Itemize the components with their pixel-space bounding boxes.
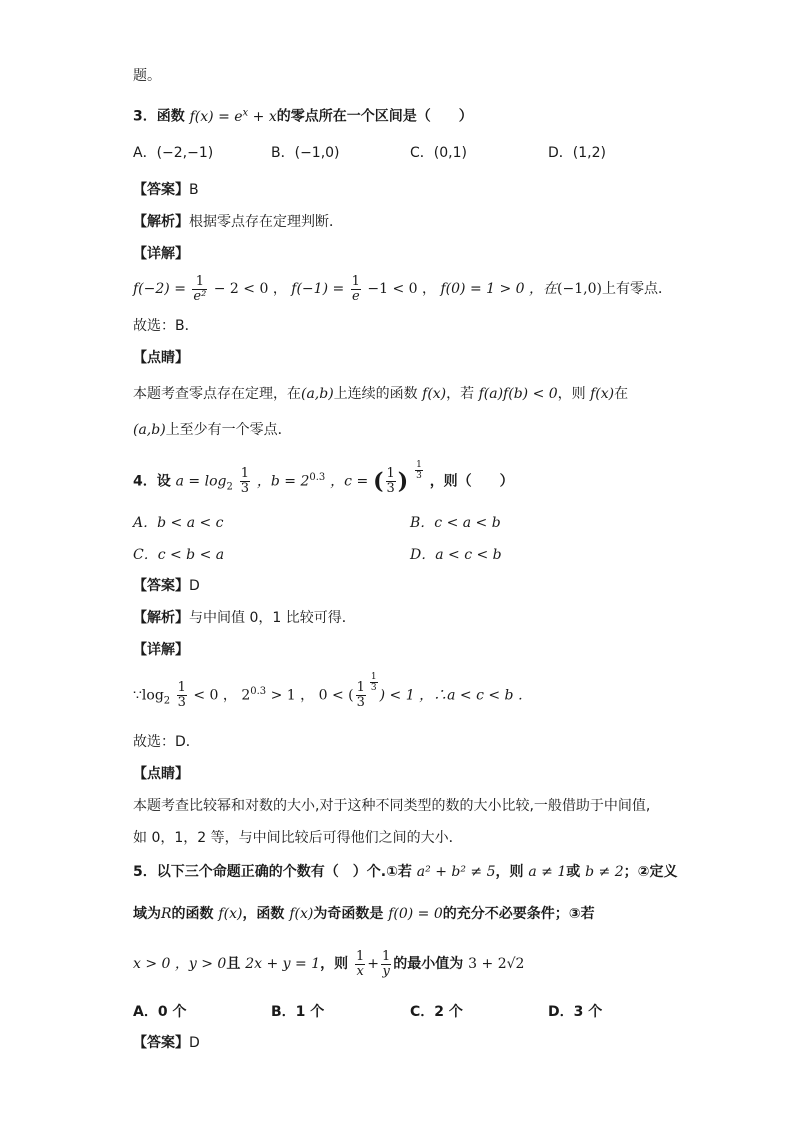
detail-label: 【详解】 bbox=[133, 642, 189, 658]
comment-line-1: 本题考查零点存在定理，在(a,b)上连续的函数 f(x)，若 f(a)f(b) < 0，则 f(x)在 bbox=[133, 386, 629, 402]
question-5-stem-line-1: 5．以下三个命题正确的个数有（ ）个.①若 a² + b² ≠ 5，则 a ≠ 1或 b ≠ 2；②定义 bbox=[133, 864, 678, 880]
comment-label: 【点睛】 bbox=[133, 350, 189, 366]
option-a: A．(−2,−1) bbox=[133, 145, 214, 161]
fraction: $\frac{1}{y}$ bbox=[382, 948, 391, 979]
option-c: C．c < b < a bbox=[133, 547, 225, 563]
comment-line-1: 本题考查比较幂和对数的大小,对于这种不同类型的数的大小比较,一般借助于中间值, bbox=[133, 798, 651, 814]
answer-value: D bbox=[189, 1035, 200, 1051]
analysis-label: 【解析】 bbox=[133, 214, 189, 230]
exponent-fraction: $\frac{1}{3}$ bbox=[370, 672, 377, 693]
detail-label: 【详解】 bbox=[133, 246, 189, 262]
option-a: A．0 个 bbox=[133, 1004, 187, 1020]
comment-label: 【点睛】 bbox=[133, 766, 189, 782]
question-5-stem-line-3: x > 0 ，y > 0且 2x + y = 1，则 $\frac{1}{x}$ + $\frac{1}{y}$ 的最小值为 3 + 2√2 bbox=[133, 948, 525, 979]
question-number: 4． bbox=[133, 473, 157, 490]
answer-line bbox=[133, 576, 200, 596]
answer-label: 【答案】 bbox=[133, 1035, 189, 1051]
question-number: 5． bbox=[133, 864, 157, 880]
fraction: $\frac{1}{\text{e²}}$ bbox=[193, 273, 207, 304]
analysis-line: 【解析】与中间值 0，1 比较可得． bbox=[133, 610, 356, 626]
fraction: $\frac{1}{3}$ bbox=[240, 466, 250, 497]
answer-label: 【答案】 bbox=[133, 578, 189, 594]
answer-line bbox=[133, 180, 199, 200]
question-number: 3． bbox=[133, 108, 157, 125]
analysis-line: 【解析】根据零点存在定理判断． bbox=[133, 214, 343, 230]
choose-line: 故选：B． bbox=[133, 318, 199, 334]
answer-value: D bbox=[189, 578, 200, 594]
question-5-stem-line-2: 域为R的函数 f(x)，函数 f(x)为奇函数是 f(0) = 0的充分不必要条件；③若 bbox=[133, 906, 595, 922]
comment-line-2: (a,b)上至少有一个零点． bbox=[133, 422, 292, 438]
fraction: $\frac{1}{e}$ bbox=[351, 273, 360, 304]
answer-label: 【答案】 bbox=[133, 182, 189, 198]
detail-math: f(−2) = $\frac{1}{\text{e²}}$ − 2 < 0 ， f(−1) = $\frac{1}{e}$ −1 < 0 ， f(0) = 1 > 0 ，在(−1,0)上有零点． bbox=[133, 273, 672, 304]
answer-line bbox=[133, 1033, 200, 1053]
prev-question-tail: 题。 bbox=[133, 68, 161, 84]
option-b: B．1 个 bbox=[271, 1004, 325, 1020]
analysis-label: 【解析】 bbox=[133, 610, 189, 626]
detail-math: $\because\log_2$ $\frac{1}{3}$ < 0 ， $2^{0.3} > 1$ ， 0 < ( $\frac{1}{3}$ $\frac{1}{3}$ ) < 1 ，∴a < c < b ． bbox=[133, 672, 532, 711]
option-c: C．(0,1) bbox=[410, 145, 467, 161]
choose-line: 故选：D． bbox=[133, 734, 200, 750]
fraction: $\frac{1}{3}$ bbox=[177, 680, 186, 711]
option-a: A．b < a < c bbox=[133, 515, 224, 531]
option-d: D．3 个 bbox=[548, 1004, 603, 1020]
option-d: D．(1,2) bbox=[548, 145, 606, 161]
option-b: B．(−1,0) bbox=[271, 145, 340, 161]
comment-line-2: 如 0，1，2 等，与中间比较后可得他们之间的大小． bbox=[133, 830, 463, 846]
fraction: $\frac{1}{x}$ bbox=[355, 948, 365, 979]
question-4-stem: 4．设 $a = \log_2$ $\frac{1}{3}$ ，$b = 2^{0.3}$ ，c = ( $\frac{1}{3}$ ) $\frac{1}{3}$ ，则（ ） bbox=[133, 460, 514, 497]
fraction: $\frac{1}{3}$ bbox=[386, 466, 395, 497]
question-3-stem: 3．函数 $f(x) = e^x + x$的零点所在一个区间是（ ） bbox=[133, 107, 473, 125]
option-c: C．2 个 bbox=[410, 1004, 463, 1020]
fraction: $\frac{1}{3}$ bbox=[356, 680, 365, 711]
answer-value: B bbox=[189, 182, 199, 198]
option-d: D．a < c < b bbox=[410, 547, 502, 563]
option-b: B．c < a < b bbox=[410, 515, 501, 531]
exponent-fraction: $\frac{1}{3}$ bbox=[416, 460, 422, 481]
